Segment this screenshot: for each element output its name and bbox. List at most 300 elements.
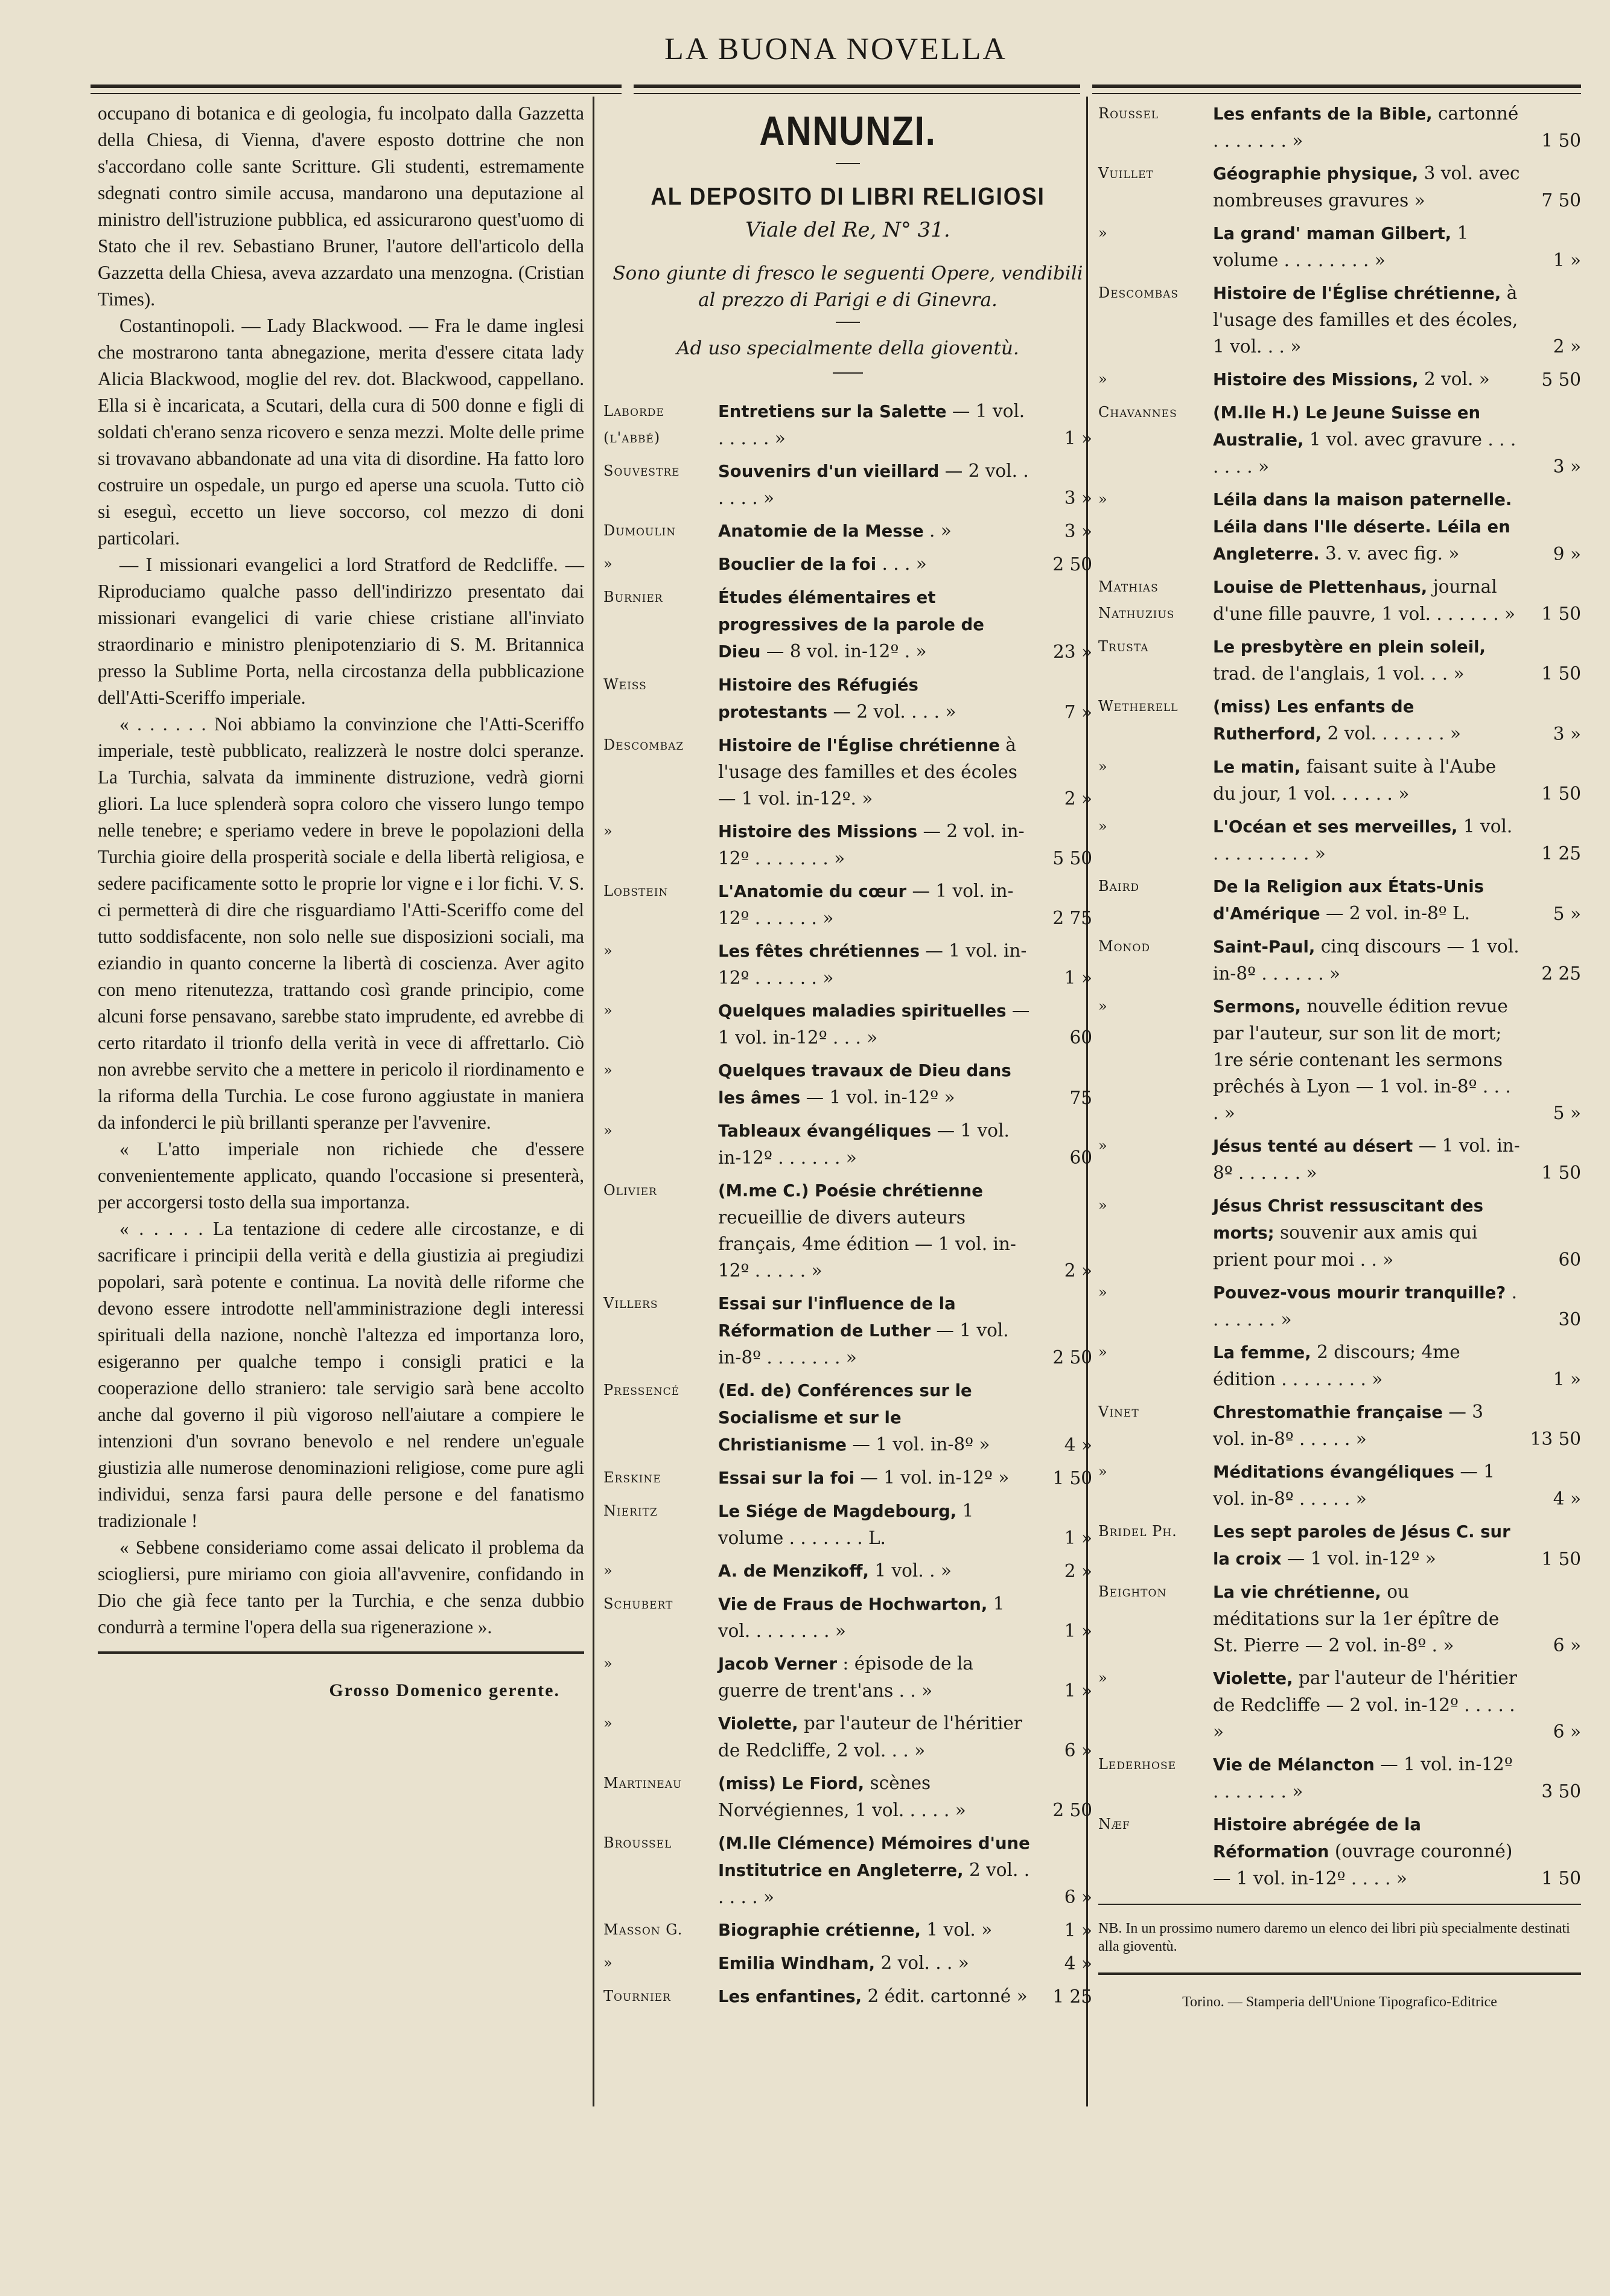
book-description <box>718 818 1032 872</box>
book-details: 1 vol. . . . . . . . » <box>718 1593 1005 1641</box>
book-price: 1 50 <box>1541 130 1581 151</box>
book-description <box>718 937 1032 991</box>
book-title: Le matin, <box>1213 757 1301 777</box>
book-title: Études élémentaires et progressives de la parole de Dieu <box>718 588 984 662</box>
book-description <box>718 1177 1032 1284</box>
book-author: » <box>1098 1284 1108 1301</box>
book-title: Les fêtes chrétiennes <box>718 942 920 961</box>
book-price: 5 50 <box>1541 369 1581 390</box>
announcements-title: ANNUNZI. <box>759 108 937 154</box>
right-column <box>1098 100 1581 2011</box>
book-description <box>1213 1398 1521 1452</box>
book-price: 60 <box>1558 1249 1581 1270</box>
book-entry <box>1098 100 1581 154</box>
book-details: 2 vol. . . . . . » <box>718 1860 1030 1907</box>
book-title: Histoire de l'Église chrétienne <box>718 736 1000 755</box>
book-description <box>718 1710 1032 1764</box>
book-details: par l'auteur de l'héritier de Redcliffe, 2 vol. . . » <box>718 1713 1022 1761</box>
youth-note: Ad uso specialmente della gioventù. <box>676 337 1019 359</box>
book-details: cinq discours — 1 vol. in-8º . . . . . . » <box>1213 936 1519 984</box>
book-details: — 1 vol. . . . . . » <box>718 401 1025 448</box>
book-entry <box>1098 1339 1581 1392</box>
book-details: — 8 vol. in-12º . » <box>766 641 927 662</box>
page-header <box>91 31 1581 67</box>
book-price: 1 50 <box>1052 1468 1092 1488</box>
book-price: 4 » <box>1064 1435 1092 1455</box>
book-title: Vie de Mélancton <box>1213 1755 1375 1775</box>
book-entry <box>603 1650 1092 1704</box>
book-details: 2 discours; 4me édition . . . . . . . . » <box>1213 1342 1460 1389</box>
page-title: LA BUONA NOVELLA <box>664 32 1007 66</box>
header-rule <box>1092 85 1581 88</box>
book-price: 2 50 <box>1052 1800 1092 1820</box>
book-description <box>718 1377 1032 1458</box>
book-details: — 1 vol. in-8º . . . . . » <box>1213 1461 1495 1509</box>
book-author: Erskine <box>603 1469 661 1486</box>
book-author: Weiss <box>603 676 647 693</box>
book-price: 1 50 <box>1541 1162 1581 1183</box>
book-description <box>1213 693 1521 747</box>
book-author: » <box>1098 491 1108 508</box>
book-title: Biographie crétienne, <box>718 1921 921 1940</box>
book-price: 2 25 <box>1541 963 1581 984</box>
book-author: Mathias Nathuzius <box>1098 578 1175 622</box>
book-entry <box>1098 1665 1581 1745</box>
book-entry <box>603 1377 1092 1458</box>
book-author: Villers <box>603 1295 658 1312</box>
book-author: » <box>1098 1344 1108 1360</box>
book-author: » <box>603 1002 613 1019</box>
book-entry <box>603 1497 1092 1551</box>
book-description <box>718 1916 1032 1944</box>
book-price: 23 » <box>1053 642 1092 662</box>
book-entry <box>1098 1811 1581 1892</box>
book-details: nouvelle édition revue par l'auteur, sur son lit de mort; 1re série contenant les sermons prêchés à Lyon — 1 vol. in-8º . . . . » <box>1213 996 1511 1123</box>
book-entry <box>1098 933 1581 987</box>
left-column <box>98 100 584 1701</box>
book-price: 1 25 <box>1541 843 1581 864</box>
book-entry <box>1098 1279 1581 1333</box>
book-title: L'Océan et ses merveilles, <box>1213 817 1458 837</box>
book-price: 3 » <box>1553 724 1581 744</box>
book-author: » <box>603 823 613 840</box>
book-details: journal d'une fille pauvre, 1 vol. . . . . . . » <box>1213 576 1515 624</box>
book-details: : épisode de la guerre de trent'ans . . » <box>718 1653 973 1701</box>
book-price: 1 » <box>1064 1920 1092 1940</box>
book-title: La femme, <box>1213 1343 1311 1362</box>
book-title: Histoire de l'Église chrétienne, <box>1213 284 1501 303</box>
end-rule <box>98 1651 584 1654</box>
book-entry <box>1098 1751 1581 1805</box>
book-price: 4 » <box>1553 1488 1581 1509</box>
book-details: (ouvrage couronné) — 1 vol. in-12º . . . . » <box>1213 1841 1513 1889</box>
book-author: » <box>1098 1137 1108 1154</box>
book-title: Bouclier de la foi <box>718 555 877 574</box>
book-author: Descombaz <box>603 736 684 753</box>
book-details: par l'auteur de l'héritier de Redcliffe — 2 vol. in-12º . . . . . » <box>1213 1668 1517 1742</box>
book-title: Quelques maladies spirituelles <box>718 1001 1007 1021</box>
book-entry <box>603 584 1092 665</box>
book-entry <box>1098 753 1581 807</box>
article-paragraph: « . . . . . . Noi abbiamo la convinzione che l'Atti-Sceriffo imperiale, testè pubblicato, realizzerà le nostre dolci speranze. La Turchia, salvata da imminente distruzione, vedrà giorni gliori. La luce splenderà sopra coloro che vissero lungo tempo nelle tenebre; e speriamo vedere in breve le popolazioni della Turchia gioire della prosperità sociale e della libertà religiosa, e sedere pacificamente sotto le proprie lor vigne e i lor fichi. V. S. ci permetterà di dire che risguardiamo l'Atti-Sceriffo come del tutto soddisfacente, non solo nelle sue disposizioni sociali, ma eziandio in quanto concerne la libertà di coscienza. Aver agito con meno ritenutezza, trattando così grande principio, come alcuni forse pensavano, sarebbe stato imprudente, ed avrebbe di certo ritardato il trionfo della verità in vece di affrettarlo. Ciò non avrebbe servito che a mettere in pericolo il riordinamento e la riforma della Turchia. Le cose furono aggiustate in maniera da infonderci le più brillanti speranze per l'avvenire. <box>98 713 584 1133</box>
book-description <box>718 1117 1032 1171</box>
book-author: Nieritz <box>603 1502 658 1519</box>
book-details: — 2 vol. in-12º . . . . . . . » <box>718 821 1025 869</box>
book-details: 2 vol. . . . . . . » <box>1327 723 1461 744</box>
book-details: ou méditations sur la 1er épître de St. Pierre — 2 vol. in-8º . » <box>1213 1581 1500 1656</box>
book-author: Masson G. <box>603 1921 683 1938</box>
book-details: — 2 vol. . . . . . » <box>718 461 1029 508</box>
book-title: Histoire des Missions <box>718 822 918 841</box>
book-description <box>1213 1458 1521 1512</box>
book-entry <box>603 458 1092 511</box>
book-author: » <box>1098 1197 1108 1214</box>
book-price: 1 » <box>1553 250 1581 270</box>
book-author: » <box>603 1715 613 1732</box>
divider-dash <box>836 322 860 323</box>
book-description <box>718 1950 1032 1977</box>
book-price: 5 50 <box>1052 848 1092 869</box>
book-price: 3 50 <box>1541 1781 1581 1802</box>
article-paragraph: « . . . . . La tentazione di cedere alle circostanze, e di sacrificare i principii della verità e della giustizia ai pregiudizi popolari, sarà potente e continua. La novità delle riforme che devono essere introdotte nell'amministrazione degli interessi spirituali della nazione, nonchè l'altezza ed importanza loro, esigeranno per qualche tempo i consigli pratici e la cooperazione dello straniero: tale servigio sarà bene accolto anche dal governo il più vigoroso nell'aiutare a compiere le intenzioni d'un sovrano benevolo e nel rendere un'eguale giustizia alle numerose denominazioni religiose, come pure agli individui, senza farsi paura delle persone e del fanatismo tradizionale ! <box>98 1218 584 1531</box>
book-title: Vie de Fraus de Hochwarton, <box>718 1595 988 1614</box>
book-description <box>718 878 1032 931</box>
book-author: » <box>1098 998 1108 1015</box>
imprint-rule <box>1098 1972 1581 1975</box>
book-entry <box>1098 633 1581 687</box>
book-author: Baird <box>1098 878 1140 894</box>
book-details: recueillie de divers auteurs français, 4me édition — 1 vol. in-12º . . . . . » <box>718 1207 1016 1281</box>
book-details: — 1 vol. in-12º . . . . . . » <box>718 1120 1010 1168</box>
book-price: 2 » <box>1064 1260 1092 1281</box>
book-description <box>718 1650 1032 1704</box>
book-author: Vinet <box>1098 1403 1139 1420</box>
book-price: 75 <box>1069 1088 1092 1108</box>
book-entry <box>1098 1398 1581 1452</box>
book-price: 1 50 <box>1541 663 1581 684</box>
book-description <box>718 458 1032 511</box>
book-author: » <box>1098 1669 1108 1686</box>
book-price: 1 50 <box>1541 1868 1581 1889</box>
book-title: Emilia Windham, <box>718 1954 876 1973</box>
book-author: Chavannes <box>1098 404 1177 421</box>
book-price: 2 » <box>1064 788 1092 809</box>
book-details: cartonné . . . . . . . » <box>1213 103 1519 151</box>
book-author: » <box>603 555 613 572</box>
book-description <box>1213 933 1521 987</box>
book-entry <box>1098 220 1581 273</box>
book-price: 1 50 <box>1541 1549 1581 1569</box>
book-entry <box>603 1983 1092 2010</box>
book-details: trad. de l'anglais, 1 vol. . . » <box>1213 663 1465 684</box>
book-author: » <box>603 942 613 959</box>
book-title: (Ed. de) Conférences sur le Socialisme et sur le Christianisme <box>718 1381 972 1455</box>
header-rule-thin <box>91 93 622 94</box>
book-entry <box>1098 993 1581 1126</box>
book-title: Essai sur l'influence de la Réformation de Luther <box>718 1294 956 1341</box>
book-price: 6 » <box>1553 1721 1581 1742</box>
book-entry <box>1098 486 1581 567</box>
book-title: Jacob Verner <box>718 1654 838 1674</box>
book-details: 2 édit. cartonné » <box>867 1986 1028 2006</box>
middle-column <box>603 100 1092 2016</box>
book-description <box>718 1590 1032 1644</box>
book-description <box>718 1057 1032 1111</box>
nb-note: NB. In un prossimo numero daremo un elenco dei libri più specialmente destinati alla gioventù. <box>1098 1921 1570 1954</box>
book-details: — 1 vol. in-12º . . . » <box>718 1000 1030 1048</box>
book-description <box>718 517 1032 544</box>
book-entry <box>603 937 1092 991</box>
book-price: 3 » <box>1553 456 1581 477</box>
book-entry <box>603 1464 1092 1491</box>
book-price: 2 50 <box>1052 1347 1092 1368</box>
book-price: 2 » <box>1064 1561 1092 1581</box>
column-divider <box>593 97 594 2106</box>
book-price: 2 » <box>1553 336 1581 357</box>
book-details: 2 vol. » <box>1424 369 1490 389</box>
article-paragraph: Costantinopoli. — Lady Blackwood. — Fra le dame inglesi che mostrarono tanta abnegazione, merita d'essere citata lady Alicia Blackwood, moglie del rev. dot. Blackwood, cappellano. Ella si è incaricata, a Scutari, della cura di 500 donne e figli di soldati ch'erano senza ricovero e senza mezzi. Molte delle prime si trovavano abbandonate ad una vita di disordine. Ha fatto loro costruire un ospedale, un purgo ed aperse una scuola. Tutto ciò si eseguì, eccetto un lieve soccorso, col mezzo di doni particolari. <box>98 315 584 549</box>
book-title: (miss) Les enfants de Rutherford, <box>1213 697 1414 744</box>
book-description <box>1213 873 1521 927</box>
book-title: (M.me C.) Poésie chrétienne <box>718 1181 983 1201</box>
book-author: Monod <box>1098 938 1150 955</box>
header-rule-thin <box>1092 93 1581 94</box>
book-title: Louise de Plettenhaus, <box>1213 578 1428 597</box>
book-description <box>718 997 1032 1051</box>
book-description <box>1213 753 1521 807</box>
signature: Grosso Domenico gerente. <box>329 1680 560 1700</box>
book-author: » <box>603 1954 613 1971</box>
book-title: Histoire abrégée de la Réformation <box>1213 1815 1421 1861</box>
book-description <box>718 1983 1032 2010</box>
book-author: Dumoulin <box>603 522 676 539</box>
book-author: » <box>603 1122 613 1139</box>
book-title: (M.lle H.) Le Jeune Suisse en Australie, <box>1213 403 1481 450</box>
book-details: 2 vol. . . » <box>880 1953 969 1973</box>
book-entry <box>1098 1458 1581 1512</box>
article-paragraph: « L'atto imperiale non richiede che d'essere convenientemente applicato, quando l'occasione si presenterà, per accorgersi tosto della sua importanza. <box>98 1138 584 1213</box>
book-details: scènes Norvégiennes, 1 vol. . . . . » <box>718 1773 966 1820</box>
book-title: Violette, <box>1213 1669 1293 1688</box>
book-author: Souvestre <box>603 462 680 479</box>
book-title: (miss) Le Fiord, <box>718 1774 865 1793</box>
book-description <box>718 1497 1032 1551</box>
book-title: L'Anatomie du cœur <box>718 882 907 901</box>
book-description <box>1213 813 1521 867</box>
book-description <box>718 1464 1032 1491</box>
book-details: — 1 vol. in-12º » <box>806 1087 955 1108</box>
book-title: Les enfants de la Bible, <box>1213 104 1433 124</box>
book-list <box>603 398 1092 2010</box>
book-entry <box>603 997 1092 1051</box>
book-title: Le presbytère en plein soleil, <box>1213 637 1486 657</box>
imprint: Torino. — Stamperia dell'Unione Tipografico-Editrice <box>1182 1994 1497 2010</box>
book-details: . . . » <box>882 553 927 574</box>
book-description <box>1213 279 1521 360</box>
book-title: Souvenirs d'un vieillard <box>718 462 940 481</box>
book-author: Beighton <box>1098 1583 1167 1600</box>
book-entry <box>603 1829 1092 1910</box>
book-description <box>718 732 1032 812</box>
book-description <box>1213 1132 1521 1186</box>
book-title: Anatomie de la Messe <box>718 521 924 541</box>
book-title: Jésus Christ ressuscitant des morts; <box>1213 1196 1483 1243</box>
book-details: — 1 vol. in-8º . . . . . . . » <box>718 1320 1009 1368</box>
book-entry <box>603 1916 1092 1944</box>
book-details: souvenir aux amis qui prient pour moi . . » <box>1213 1222 1478 1270</box>
book-list <box>1098 100 1581 1892</box>
book-description <box>1213 366 1521 393</box>
header-rule-thin <box>634 93 1080 94</box>
book-title: Violette, <box>718 1714 798 1733</box>
book-author: Vuillet <box>1098 165 1154 182</box>
header-rule <box>634 85 1080 88</box>
book-description <box>1213 1192 1521 1273</box>
book-details: 1 volume . . . . . . . . » <box>1213 223 1469 270</box>
divider-dash <box>833 372 863 374</box>
book-author: Lobstein <box>603 882 669 899</box>
book-entry <box>1098 873 1581 927</box>
book-price: 1 » <box>1064 968 1092 988</box>
book-entry <box>603 732 1092 812</box>
book-price: 2 75 <box>1052 908 1092 928</box>
book-price: 30 <box>1558 1309 1581 1330</box>
book-title: Léila dans la maison paternelle. Léila dans l'Ile déserte. Léila en Angleterre. <box>1213 490 1512 564</box>
book-description <box>1213 633 1521 687</box>
book-author: Trusta <box>1098 638 1149 655</box>
book-details: — 1 vol. in-12º . . . . . . . » <box>1213 1754 1513 1802</box>
book-description <box>1213 399 1521 480</box>
nb-rule <box>1098 1904 1581 1905</box>
book-description <box>718 1557 1032 1584</box>
book-entry <box>1098 366 1581 393</box>
header-rule <box>91 85 622 88</box>
book-details: 1 vol. » <box>926 1919 993 1940</box>
book-details: faisant suite à l'Aube du jour, 1 vol. . . . . . » <box>1213 756 1497 804</box>
book-title: Quelques travaux de Dieu dans les âmes <box>718 1061 1011 1108</box>
book-title: Entretiens sur la Salette <box>718 402 947 421</box>
book-title: De la Religion aux États-Unis d'Amérique <box>1213 877 1484 923</box>
book-author: » <box>1098 225 1108 241</box>
book-title: Les sept paroles de Jésus C. sur la croix <box>1213 1522 1510 1569</box>
book-details: — 1 vol. in-12º » <box>860 1467 1010 1488</box>
book-entry <box>603 878 1092 931</box>
book-title: Histoire des Réfugiés protestants <box>718 675 918 722</box>
book-price: 4 » <box>1064 1953 1092 1974</box>
book-title: A. de Menzikoff, <box>718 1561 869 1581</box>
book-details: — 2 vol. . . . » <box>833 701 956 722</box>
book-title: Saint-Paul, <box>1213 937 1316 957</box>
book-description <box>1213 1811 1521 1892</box>
book-details: 1 volume . . . . . . . L. <box>718 1500 974 1548</box>
book-price: 1 » <box>1064 1528 1092 1548</box>
book-description <box>1213 220 1521 273</box>
book-description <box>1213 1518 1521 1572</box>
book-title: Jésus tenté au désert <box>1213 1137 1413 1156</box>
book-author: Bridel Ph. <box>1098 1523 1177 1540</box>
book-title: Le Siége de Magdebourg, <box>718 1502 957 1521</box>
book-entry <box>1098 813 1581 867</box>
book-author: » <box>603 1062 613 1079</box>
book-price: 2 50 <box>1052 554 1092 575</box>
book-price: 3 » <box>1064 521 1092 541</box>
book-author: Burnier <box>603 588 663 605</box>
book-author: » <box>1098 758 1108 775</box>
book-price: 5 » <box>1553 904 1581 924</box>
book-entry <box>1098 279 1581 360</box>
book-title: Les enfantines, <box>718 1987 862 2006</box>
book-description <box>1213 573 1521 627</box>
book-price: 6 » <box>1064 1887 1092 1907</box>
book-description <box>1213 993 1521 1126</box>
book-description <box>1213 1578 1521 1659</box>
book-price: 1 50 <box>1541 783 1581 804</box>
book-author: Schubert <box>603 1595 673 1612</box>
book-author: Lederhose <box>1098 1756 1177 1773</box>
book-details: 1 vol. . » <box>874 1560 952 1581</box>
book-entry <box>603 1290 1092 1371</box>
book-details: — 1 vol. in-12º . . . . . . » <box>718 881 1014 928</box>
book-entry <box>603 398 1092 451</box>
book-author: » <box>1098 371 1108 387</box>
book-details: 1 vol. . . . . . . . . . » <box>1213 816 1513 864</box>
book-author: Tournier <box>603 1988 671 2004</box>
book-details: . » <box>929 520 952 541</box>
book-details: — 3 vol. in-8º . . . . . » <box>1213 1402 1483 1449</box>
book-description <box>1213 486 1521 567</box>
book-author: » <box>1098 818 1108 835</box>
book-entry <box>603 517 1092 544</box>
book-details: — 2 vol. in-8º L. <box>1326 903 1471 923</box>
book-price: 6 » <box>1064 1740 1092 1761</box>
book-entry <box>603 1557 1092 1584</box>
book-description <box>1213 1339 1521 1392</box>
book-title: Chrestomathie française <box>1213 1403 1443 1422</box>
deposit-address: Viale del Re, N° 31. <box>745 218 950 242</box>
book-author: Martineau <box>603 1775 682 1791</box>
book-entry <box>1098 1578 1581 1659</box>
book-author: Laborde (l'abbé) <box>603 403 664 446</box>
book-author: Broussel <box>603 1834 672 1851</box>
book-title: La grand' maman Gilbert, <box>1213 224 1452 243</box>
book-author: Pressencé <box>603 1382 680 1398</box>
book-title: Essai sur la foi <box>718 1468 855 1488</box>
book-price: 1 » <box>1064 428 1092 448</box>
book-description <box>718 1829 1032 1910</box>
book-description <box>1213 1665 1521 1745</box>
book-author: » <box>603 1562 613 1579</box>
book-description <box>1213 160 1521 214</box>
book-price: 1 » <box>1553 1369 1581 1389</box>
book-title: Tableaux évangéliques <box>718 1121 932 1141</box>
book-details: 3. v. avec fig. » <box>1325 543 1460 564</box>
book-description <box>718 671 1032 725</box>
book-description <box>718 398 1032 451</box>
article-paragraph: occupano di botanica e di geologia, fu incolpato dalla Gazzetta della Chiesa, di Vienna, d'avere esposto dottrine che non s'accordano colle sante Scritture. Gli studenti, estremamente sdegnati contro simile accusa, mandarono una deputazione al ministro dell'istruzione pubblica, ed assicurarono quest'uomo di Stato che il rev. Sebastiano Bruner, l'autore dell'articolo della Gazzetta della Chiesa, aveva azzardato una menzogna. (Cristian Times). <box>98 103 584 310</box>
book-title: Sermons, <box>1213 997 1301 1016</box>
deposit-note: Sono giunte di fresco le seguenti Opere, vendibili al prezzo di Parigi e di Ginevra. <box>612 263 1083 311</box>
book-description <box>718 550 1032 578</box>
book-price: 13 50 <box>1530 1429 1581 1449</box>
book-details: — 1 vol. in-8º . . . . . . » <box>1213 1135 1520 1183</box>
book-entry <box>1098 399 1581 480</box>
book-entry <box>603 1950 1092 1977</box>
deposit-title: AL DEPOSITO DI LIBRI RELIGIOSI <box>651 182 1045 210</box>
book-title: Géographie physique, <box>1213 164 1419 183</box>
book-author: Næf <box>1098 1816 1130 1832</box>
book-entry <box>1098 693 1581 747</box>
book-details: à l'usage des familles et des écoles — 1 vol. in-12º. » <box>718 735 1017 809</box>
